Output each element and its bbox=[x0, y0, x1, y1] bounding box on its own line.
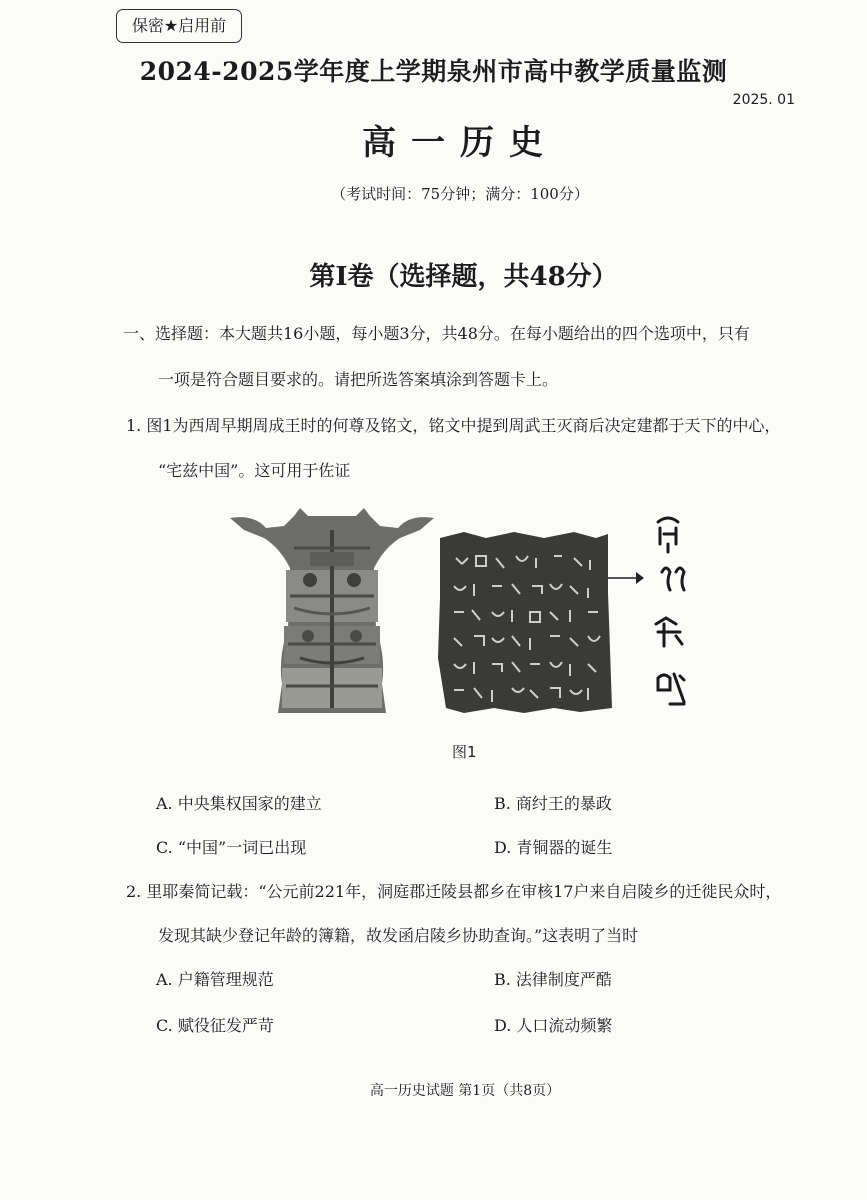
question-1-option-a: A. 中央集权国家的建立 bbox=[156, 794, 322, 813]
question-1-stem-line-1: 1. 图1为西周早期周成王时的何尊及铭文，铭文中提到周武王灭商后决定建都于天下的中心， bbox=[126, 416, 781, 435]
bronze-zun-vessel bbox=[230, 508, 434, 713]
exam-title: 2024-2025学年度上学期泉州市高中教学质量监测 bbox=[139, 57, 728, 86]
figure-1-caption: 图1 bbox=[452, 743, 477, 761]
exam-info: （考试时间：75分钟；满分：100分） bbox=[331, 185, 589, 203]
instructions-line-2: 一项是符合题目要求的。请把所选答案填涂到答题卡上。 bbox=[158, 370, 559, 389]
question-1-option-b: B. 商纣王的暴政 bbox=[494, 794, 612, 813]
bronze-inscription-rubbing bbox=[438, 532, 612, 713]
question-2-stem-line-1: 2. 里耶秦简记载：“公元前221年，洞庭郡迁陵县都乡在审核17户来自启陵乡的迁徙民众时， bbox=[126, 882, 782, 901]
page-footer: 高一历史试题 第1页（共8页） bbox=[369, 1083, 561, 1099]
question-1-stem-line-2: “宅兹中国”。这可用于佐证 bbox=[158, 461, 351, 480]
enlarged-inscription-glyphs bbox=[656, 518, 684, 704]
question-2-option-c: C. 赋役征发严苛 bbox=[156, 1016, 274, 1035]
instructions-line-1: 一、选择题：本大题共16小题，每小题3分，共48分。在每小题给出的四个选项中，只有 bbox=[123, 324, 750, 343]
exam-date: 2025. 01 bbox=[732, 92, 795, 108]
question-1-option-d: D. 青铜器的诞生 bbox=[494, 838, 613, 857]
figure-1-image bbox=[224, 508, 694, 723]
question-1-option-c: C. “中国”一词已出现 bbox=[156, 838, 307, 857]
he-zun-bronze-and-inscription-illustration bbox=[224, 508, 694, 723]
section-title: 第Ⅰ卷（选择题，共48分） bbox=[309, 262, 618, 292]
question-2-stem-line-2: 发现其缺少登记年龄的簿籍，故发函启陵乡协助查询。”这表明了当时 bbox=[158, 926, 639, 945]
subject-title: 高一历史 bbox=[362, 123, 558, 163]
question-2-option-d: D. 人口流动频繁 bbox=[494, 1016, 613, 1035]
confidential-badge: 保密★启用前 bbox=[116, 9, 242, 43]
question-2-option-b: B. 法律制度严酷 bbox=[494, 970, 612, 989]
question-2-option-a: A. 户籍管理规范 bbox=[156, 970, 274, 989]
arrow-icon bbox=[608, 572, 644, 584]
